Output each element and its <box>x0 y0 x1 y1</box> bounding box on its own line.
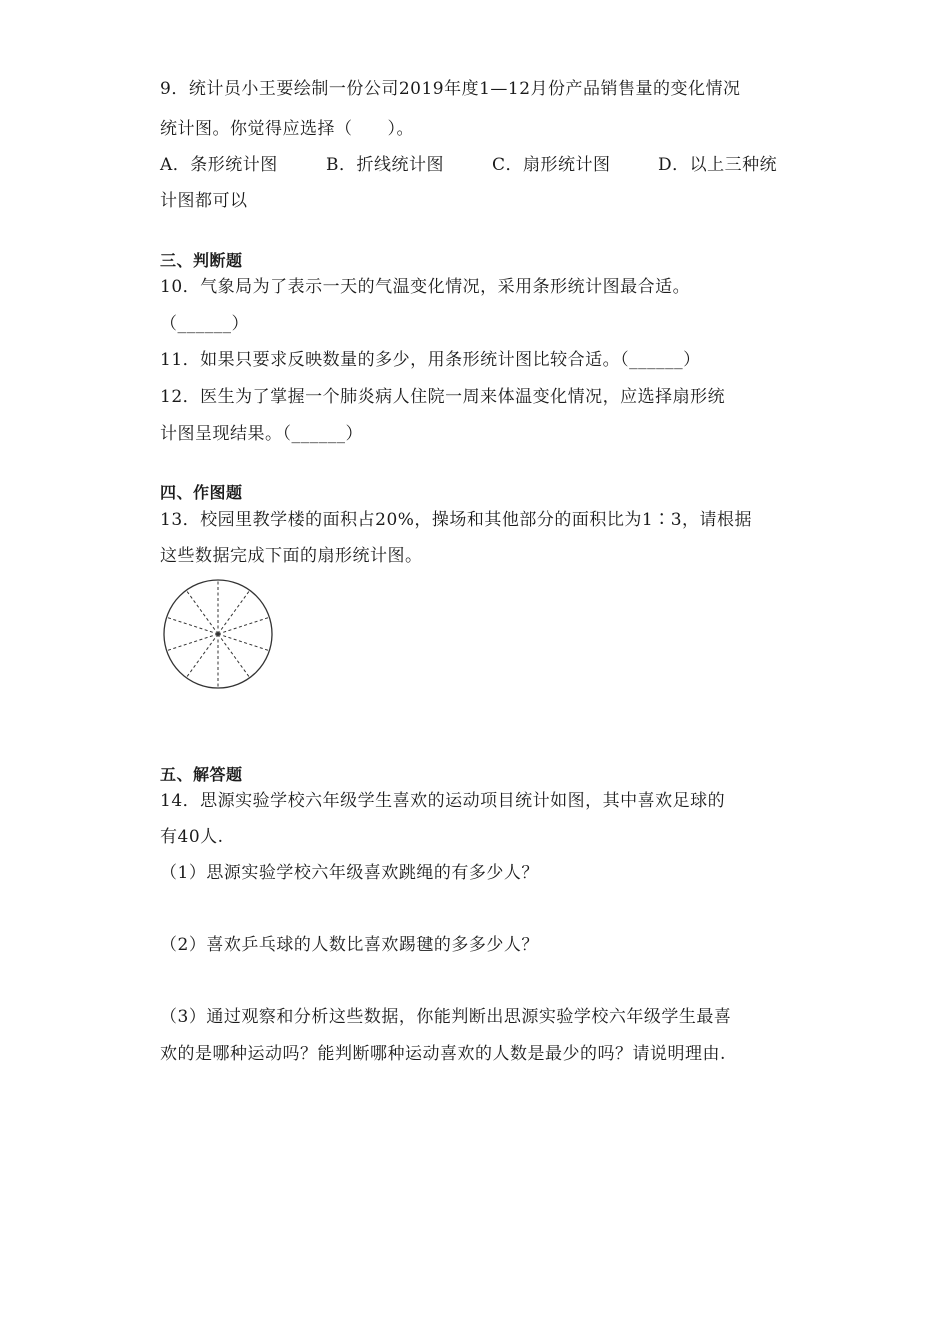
option-c: C．扇形统计图 <box>492 155 611 175</box>
pie-spoke <box>186 590 218 634</box>
q10-line1: 10．气象局为了表示一天的气温变化情况，采用条形统计图最合适。 <box>160 277 691 297</box>
pie-spoke <box>186 634 218 678</box>
q14-sub2: （2）喜欢乒乓球的人数比喜欢踢毽的多多少人？ <box>160 935 539 955</box>
q9-option-d-cont: 计图都可以 <box>160 191 248 211</box>
section-4-title: 四、作图题 <box>160 483 243 502</box>
q14-line2: 有40人. <box>160 827 224 847</box>
q12-line2: 计图呈现结果。（______） <box>160 424 363 444</box>
pie-spoke <box>218 590 250 634</box>
pie-dashed-spokes <box>167 580 270 688</box>
q13-line1: 13．校园里教学楼的面积占20%，操场和其他部分的面积比为1∶3，请根据 <box>160 510 753 530</box>
q14-sub3-line1: （3）通过观察和分析这些数据，你能判断出思源实验学校六年级学生最喜 <box>160 1007 732 1027</box>
q9-line1: 9．统计员小王要绘制一份公司2019年度1—12月份产品销售量的变化情况 <box>160 79 741 99</box>
section-5-title: 五、解答题 <box>160 765 243 784</box>
pie-spoke <box>218 617 269 634</box>
q14-sub1: （1）思源实验学校六年级喜欢跳绳的有多少人？ <box>160 863 539 883</box>
option-a: A．条形统计图 <box>160 155 278 175</box>
pie-spoke <box>218 634 269 651</box>
q9-line2: 统计图。你觉得应选择（ ）。 <box>160 119 414 139</box>
option-b: B．折线统计图 <box>326 155 444 175</box>
q10-line2: （______） <box>160 314 249 334</box>
pie-spoke <box>167 617 218 634</box>
blank-pie-circle <box>160 576 276 692</box>
section-3-title: 三、判断题 <box>160 251 243 270</box>
q14-sub3-line2: 欢的是哪种运动吗？能判断哪种运动喜欢的人数是最少的吗？请说明理由. <box>160 1044 726 1064</box>
q9-options <box>160 150 777 175</box>
q13-line2: 这些数据完成下面的扇形统计图。 <box>160 546 423 566</box>
option-d: D．以上三种统 <box>658 155 778 175</box>
pie-spoke <box>218 634 250 678</box>
q11-line1: 11．如果只要求反映数量的多少，用条形统计图比较合适。（______） <box>160 350 701 370</box>
q14-line1: 14．思源实验学校六年级学生喜欢的运动项目统计如图，其中喜欢足球的 <box>160 791 726 811</box>
pie-spoke <box>167 634 218 651</box>
q12-line1: 12．医生为了掌握一个肺炎病人住院一周来体温变化情况，应选择扇形统 <box>160 387 726 407</box>
